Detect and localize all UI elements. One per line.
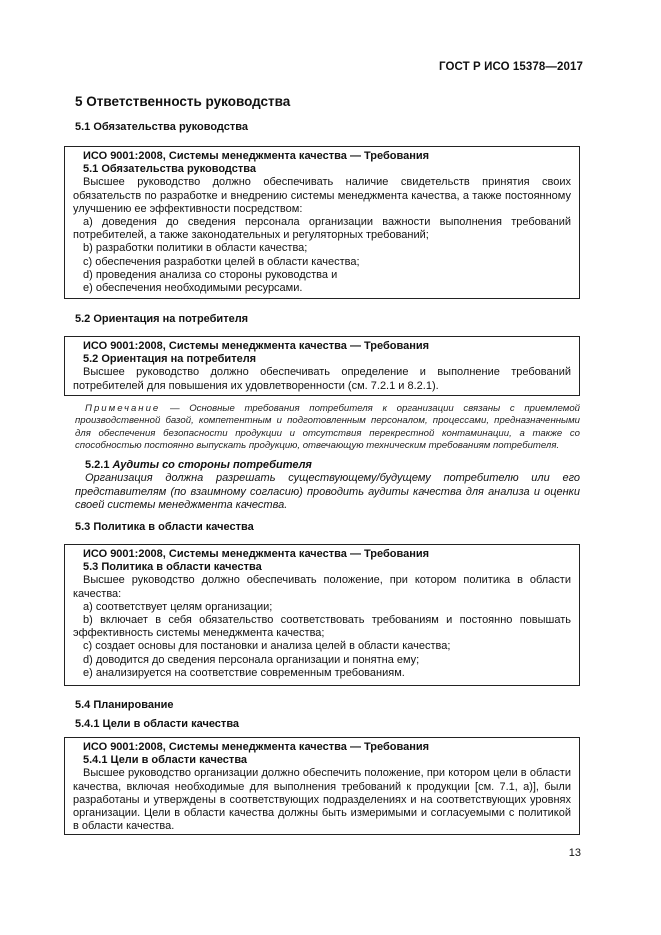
quote-box-5-3 — [64, 544, 580, 686]
list-item: c) обеспечения разработки целей в области качества; — [83, 255, 360, 268]
subsection-5-2-1 — [75, 459, 580, 513]
quote-heading: 5.4.1 Цели в области качества — [83, 754, 248, 767]
quote-intro: Высшее руководство должно обеспечивать наличие свидетельств принятия своих обязательств по разработке и внедрению системы менеджмента качества, а также постоянному улучшению ее эффективности посредством: — [73, 176, 571, 215]
list-item: b) включает в себя обязательство соответствовать требованиям и постоянно повышать эффективность системы менеджмента качества; — [73, 614, 571, 640]
subsection-title-5-4: 5.4 Планирование — [75, 699, 174, 711]
list-item: a) соответствует целям организации; — [83, 600, 273, 613]
note — [75, 403, 580, 453]
list-item: d) проведения анализа со стороны руководства и — [83, 268, 338, 281]
quote-box-5-2 — [64, 336, 580, 396]
list-item: e) анализируется на соответствие современным требованиям. — [83, 666, 405, 679]
list-item: e) обеспечения необходимыми ресурсами. — [83, 282, 303, 295]
quote-source: ИСО 9001:2008, Системы менеджмента качества — Требования — [83, 741, 430, 753]
quote-source: ИСО 9001:2008, Системы менеджмента качества — Требования — [83, 340, 430, 352]
list-item: b) разработки политики в области качества; — [83, 242, 308, 255]
subsection-number: 5.2.1 — [85, 459, 110, 471]
list-item: a) доведения до сведения персонала организации важности выполнения требований потребителей, а также законодательных и регуляторных требований; — [73, 216, 571, 242]
quote-source: ИСО 9001:2008, Системы менеджмента качества — Требования — [83, 150, 430, 162]
quote-box-5-1 — [64, 146, 580, 299]
subsection-text: Организация должна разрешать существующему/будущему потребителю или его представителям (по взаимному согласию) проводить аудиты качества для анализа и оценки своей системы менеджмента качества. — [75, 472, 580, 512]
subsection-title-5-4-1: 5.4.1 Цели в области качества — [75, 718, 240, 730]
subsection-heading: Аудиты со стороны потребителя — [112, 459, 312, 471]
subsection-title-5-1: 5.1 Обязательства руководства — [75, 121, 249, 133]
quote-box-5-4-1 — [64, 737, 580, 835]
list-item: c) создает основы для постановки и анализа целей в области качества; — [83, 640, 451, 653]
subsection-title-5-2: 5.2 Ориентация на потребителя — [75, 313, 249, 325]
list-item: d) доводится до сведения персонала организации и понятна ему; — [83, 653, 420, 666]
standard-code: ГОСТ Р ИСО 15378—2017 — [438, 61, 583, 73]
subsection-title-5-3: 5.3 Политика в области качества — [75, 521, 254, 533]
note-label: Примечание — [85, 403, 161, 414]
section-title: 5 Ответственность руководства — [75, 94, 291, 109]
quote-intro: Высшее руководство должно обеспечивать положение, при котором политика в области качества: — [73, 574, 571, 600]
page-number: 13 — [568, 847, 581, 859]
note-text: — Основные требования потребителя к организации связаны с приемлемой производственной базой, компетентным и подготовленным персоналом, процессами, предназначенными для обеспечения безопасности продукции и отсутствия перекрестной контаминации, а также со способностью постоянно выпускать продукцию, отвечающую техническим требованиям потребителя. — [75, 403, 580, 452]
quote-text: Высшее руководство должно обеспечивать определение и выполнение требований потребителей для повышения их удовлетворенности (см. 7.2.1 и 8.2.1). — [73, 366, 571, 392]
quote-heading: 5.3 Политика в области качества — [83, 561, 262, 574]
quote-heading: 5.1 Обязательства руководства — [83, 163, 257, 176]
quote-heading: 5.2 Ориентация на потребителя — [83, 353, 257, 366]
quote-source: ИСО 9001:2008, Системы менеджмента качества — Требования — [83, 548, 430, 560]
quote-text: Высшее руководство организации должно обеспечить положение, при котором цели в области качества, включая необходимые для выполнения требований к продукции [см. 7.1, a)], были разработаны и утверждены в соответствующих подразделениях и на соответствующих уровнях организации. Цели в области качества должны быть измеримыми и согласуемыми с политикой в области качества. — [73, 767, 571, 833]
